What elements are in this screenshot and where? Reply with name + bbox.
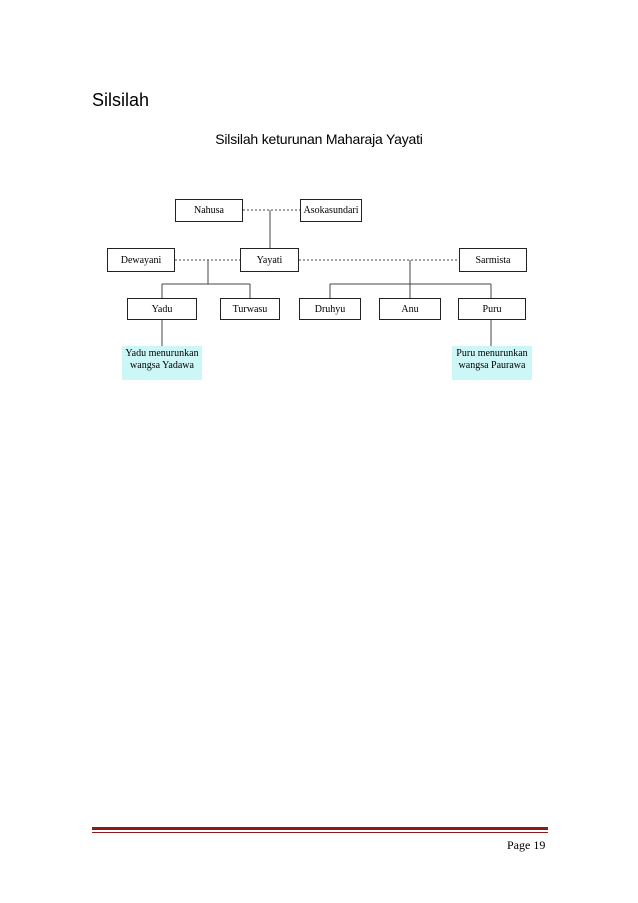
person-box-anu: Anu [379,298,441,320]
person-box-asokasundari: Asokasundari [300,199,362,222]
person-box-turwasu: Turwasu [220,298,280,320]
person-box-yadu: Yadu [127,298,197,320]
lineage-note-puru-line1: Puru menurunkan [456,348,528,359]
lineage-note-yadu-line2: wangsa Yadawa [130,360,194,371]
person-box-dewayani: Dewayani [107,248,175,272]
diagram-title: Silsilah keturunan Maharaja Yayati [215,131,423,147]
person-box-yayati: Yayati [240,248,299,272]
person-box-druhyu: Druhyu [299,298,361,320]
footer-rule [92,827,548,830]
footer-rule-thin [92,832,548,833]
lineage-note-puru-line2: wangsa Paurawa [458,360,526,371]
person-box-nahusa: Nahusa [175,199,243,222]
person-box-puru: Puru [458,298,526,320]
lineage-note-puru [452,346,532,380]
page-number: Page 19 [507,838,546,852]
section-heading: Silsilah [92,90,150,110]
lineage-note-yadu [122,346,202,380]
person-box-sarmista: Sarmista [459,248,527,272]
lineage-note-yadu-line1: Yadu menurunkan [125,348,199,359]
